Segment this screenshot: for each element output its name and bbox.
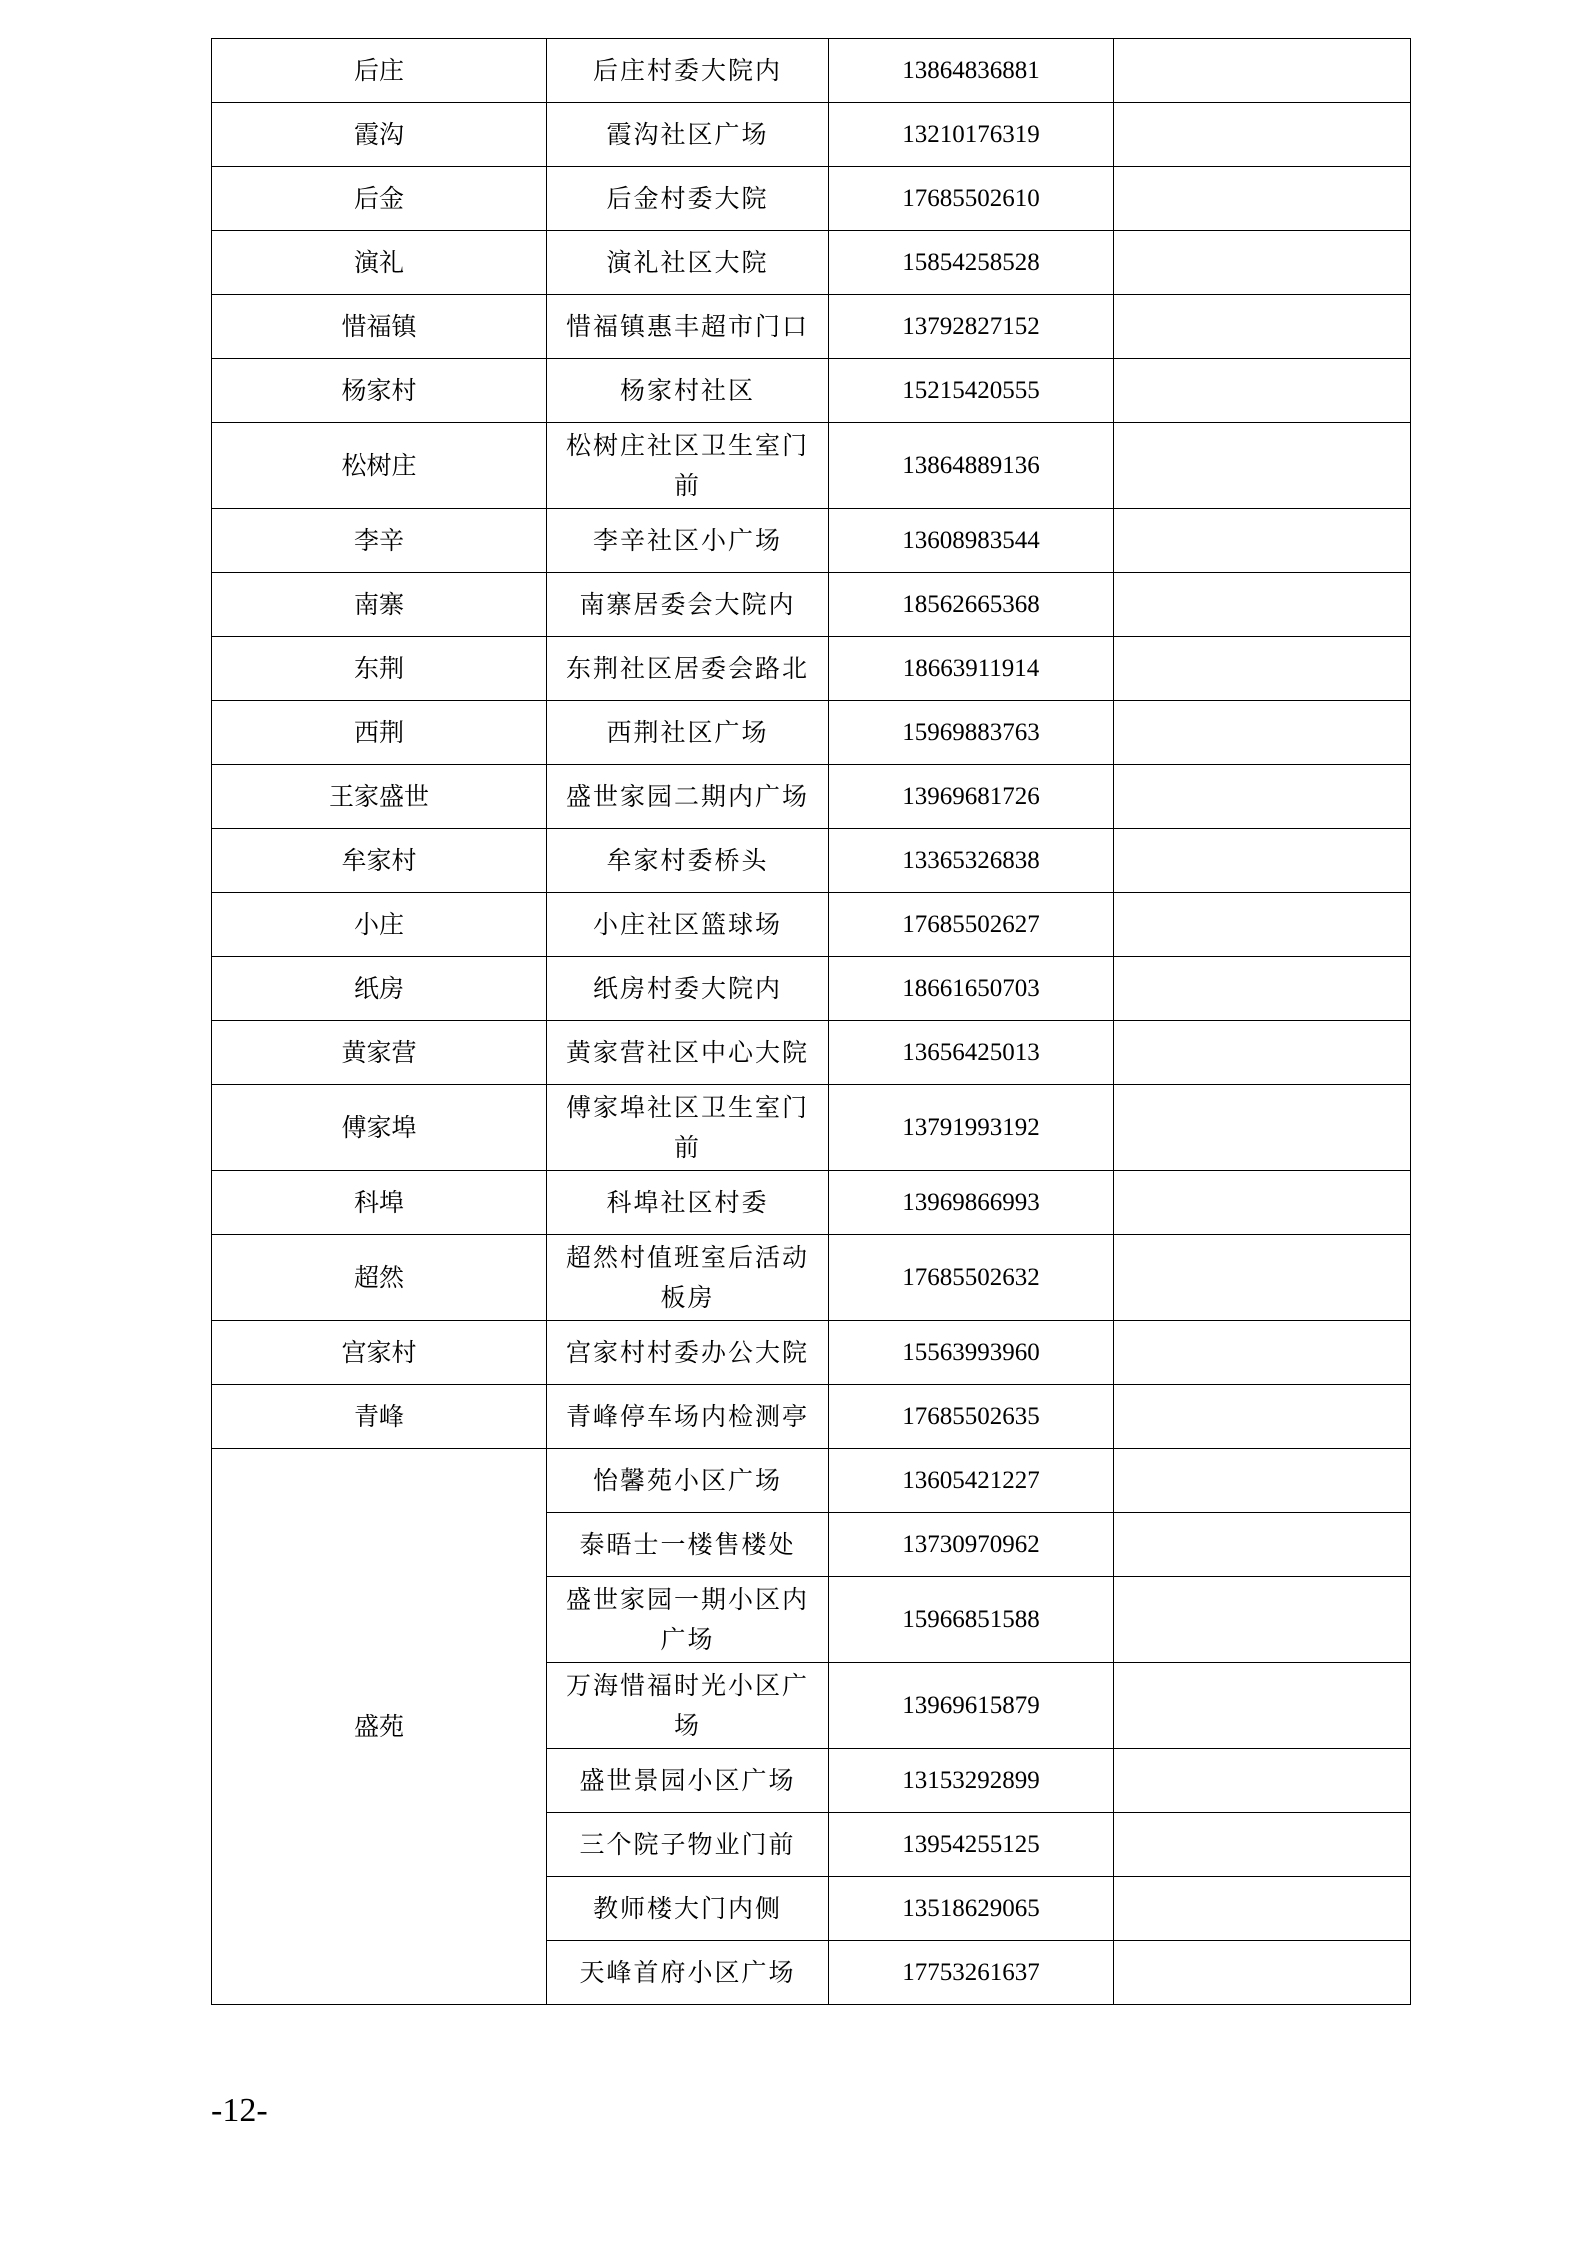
phone-cell: 15563993960 bbox=[829, 1321, 1114, 1385]
location-cell: 青峰停车场内检测亭 bbox=[547, 1385, 829, 1449]
phone-cell: 13365326838 bbox=[829, 829, 1114, 893]
table-row bbox=[212, 509, 1411, 573]
note-cell bbox=[1114, 509, 1411, 573]
phone-cell: 17685502635 bbox=[829, 1385, 1114, 1449]
table-row bbox=[212, 231, 1411, 295]
table-row bbox=[212, 637, 1411, 701]
area-cell: 王家盛世 bbox=[212, 765, 547, 829]
phone-cell: 13210176319 bbox=[829, 103, 1114, 167]
note-cell bbox=[1114, 957, 1411, 1021]
area-cell: 黄家营 bbox=[212, 1021, 547, 1085]
area-cell: 傅家埠 bbox=[212, 1085, 547, 1171]
table-row bbox=[212, 701, 1411, 765]
area-cell: 霞沟 bbox=[212, 103, 547, 167]
note-cell bbox=[1114, 359, 1411, 423]
note-cell bbox=[1114, 1449, 1411, 1513]
note-cell bbox=[1114, 1877, 1411, 1941]
phone-cell: 13730970962 bbox=[829, 1513, 1114, 1577]
area-cell: 牟家村 bbox=[212, 829, 547, 893]
phone-cell: 15854258528 bbox=[829, 231, 1114, 295]
phone-cell: 13656425013 bbox=[829, 1021, 1114, 1085]
note-cell bbox=[1114, 765, 1411, 829]
table-row bbox=[212, 1385, 1411, 1449]
location-cell: 超然村值班室后活动板房 bbox=[547, 1235, 829, 1321]
area-cell: 南寨 bbox=[212, 573, 547, 637]
note-cell bbox=[1114, 1813, 1411, 1877]
location-cell: 盛世家园一期小区内广场 bbox=[547, 1577, 829, 1663]
location-cell: 科埠社区村委 bbox=[547, 1171, 829, 1235]
phone-cell: 13518629065 bbox=[829, 1877, 1114, 1941]
area-cell: 宫家村 bbox=[212, 1321, 547, 1385]
phone-cell: 13969681726 bbox=[829, 765, 1114, 829]
location-cell: 小庄社区篮球场 bbox=[547, 893, 829, 957]
location-cell: 后庄村委大院内 bbox=[547, 39, 829, 103]
area-cell: 西荆 bbox=[212, 701, 547, 765]
note-cell bbox=[1114, 701, 1411, 765]
area-cell: 青峰 bbox=[212, 1385, 547, 1449]
area-cell: 东荆 bbox=[212, 637, 547, 701]
phone-cell: 13792827152 bbox=[829, 295, 1114, 359]
note-cell bbox=[1114, 1085, 1411, 1171]
table-row bbox=[212, 957, 1411, 1021]
table-row bbox=[212, 573, 1411, 637]
phone-cell: 13153292899 bbox=[829, 1749, 1114, 1813]
phone-cell: 18661650703 bbox=[829, 957, 1114, 1021]
phone-cell: 17685502610 bbox=[829, 167, 1114, 231]
table-row bbox=[212, 423, 1411, 509]
note-cell bbox=[1114, 829, 1411, 893]
area-cell: 杨家村 bbox=[212, 359, 547, 423]
note-cell bbox=[1114, 295, 1411, 359]
location-cell: 教师楼大门内侧 bbox=[547, 1877, 829, 1941]
table-body bbox=[212, 39, 1411, 2005]
note-cell bbox=[1114, 167, 1411, 231]
phone-cell: 13969615879 bbox=[829, 1663, 1114, 1749]
table-row bbox=[212, 765, 1411, 829]
phone-cell: 17685502632 bbox=[829, 1235, 1114, 1321]
phone-cell: 15215420555 bbox=[829, 359, 1114, 423]
location-cell: 盛世家园二期内广场 bbox=[547, 765, 829, 829]
note-cell bbox=[1114, 573, 1411, 637]
table-row bbox=[212, 295, 1411, 359]
location-cell: 松树庄社区卫生室门前 bbox=[547, 423, 829, 509]
phone-cell: 13791993192 bbox=[829, 1085, 1114, 1171]
note-cell bbox=[1114, 1577, 1411, 1663]
phone-cell: 13864889136 bbox=[829, 423, 1114, 509]
area-cell: 超然 bbox=[212, 1235, 547, 1321]
area-cell: 惜福镇 bbox=[212, 295, 547, 359]
location-cell: 万海惜福时光小区广场 bbox=[547, 1663, 829, 1749]
area-cell: 李辛 bbox=[212, 509, 547, 573]
location-cell: 演礼社区大院 bbox=[547, 231, 829, 295]
location-cell: 霞沟社区广场 bbox=[547, 103, 829, 167]
note-cell bbox=[1114, 39, 1411, 103]
phone-cell: 15969883763 bbox=[829, 701, 1114, 765]
note-cell bbox=[1114, 231, 1411, 295]
note-cell bbox=[1114, 1941, 1411, 2005]
note-cell bbox=[1114, 637, 1411, 701]
phone-cell: 17685502627 bbox=[829, 893, 1114, 957]
table-row bbox=[212, 39, 1411, 103]
area-cell: 松树庄 bbox=[212, 423, 547, 509]
phone-cell: 13608983544 bbox=[829, 509, 1114, 573]
phone-cell: 13969866993 bbox=[829, 1171, 1114, 1235]
area-cell: 科埠 bbox=[212, 1171, 547, 1235]
phone-cell: 15966851588 bbox=[829, 1577, 1114, 1663]
note-cell bbox=[1114, 1385, 1411, 1449]
location-cell: 天峰首府小区广场 bbox=[547, 1941, 829, 2005]
location-cell: 牟家村委桥头 bbox=[547, 829, 829, 893]
location-cell: 李辛社区小广场 bbox=[547, 509, 829, 573]
location-cell: 宫家村村委办公大院 bbox=[547, 1321, 829, 1385]
note-cell bbox=[1114, 1321, 1411, 1385]
table-row bbox=[212, 1321, 1411, 1385]
location-cell: 东荆社区居委会路北 bbox=[547, 637, 829, 701]
note-cell bbox=[1114, 1171, 1411, 1235]
location-cell: 黄家营社区中心大院 bbox=[547, 1021, 829, 1085]
location-cell: 惜福镇惠丰超市门口 bbox=[547, 295, 829, 359]
table-row bbox=[212, 167, 1411, 231]
phone-cell: 13605421227 bbox=[829, 1449, 1114, 1513]
location-cell: 南寨居委会大院内 bbox=[547, 573, 829, 637]
group-row bbox=[212, 1449, 1411, 1513]
phone-cell: 13954255125 bbox=[829, 1813, 1114, 1877]
page-number: -12- bbox=[211, 2092, 268, 2129]
table-row bbox=[212, 1085, 1411, 1171]
note-cell bbox=[1114, 1235, 1411, 1321]
phone-cell: 18663911914 bbox=[829, 637, 1114, 701]
group-area-cell: 盛苑 bbox=[212, 1449, 547, 2005]
table-row bbox=[212, 893, 1411, 957]
phone-cell: 13864836881 bbox=[829, 39, 1114, 103]
phone-cell: 18562665368 bbox=[829, 573, 1114, 637]
table-row bbox=[212, 359, 1411, 423]
table-row bbox=[212, 829, 1411, 893]
location-cell: 傅家埠社区卫生室门前 bbox=[547, 1085, 829, 1171]
note-cell bbox=[1114, 1021, 1411, 1085]
area-cell: 演礼 bbox=[212, 231, 547, 295]
area-cell: 后金 bbox=[212, 167, 547, 231]
note-cell bbox=[1114, 893, 1411, 957]
area-cell: 小庄 bbox=[212, 893, 547, 957]
location-cell: 杨家村社区 bbox=[547, 359, 829, 423]
table-row bbox=[212, 1171, 1411, 1235]
note-cell bbox=[1114, 1513, 1411, 1577]
phone-cell: 17753261637 bbox=[829, 1941, 1114, 2005]
location-cell: 泰晤士一楼售楼处 bbox=[547, 1513, 829, 1577]
location-cell: 西荆社区广场 bbox=[547, 701, 829, 765]
testing-sites-table bbox=[211, 38, 1411, 2005]
location-cell: 后金村委大院 bbox=[547, 167, 829, 231]
location-cell: 盛世景园小区广场 bbox=[547, 1749, 829, 1813]
table-row bbox=[212, 103, 1411, 167]
note-cell bbox=[1114, 1663, 1411, 1749]
area-cell: 后庄 bbox=[212, 39, 547, 103]
table-row bbox=[212, 1021, 1411, 1085]
table-row bbox=[212, 1235, 1411, 1321]
location-cell: 纸房村委大院内 bbox=[547, 957, 829, 1021]
note-cell bbox=[1114, 103, 1411, 167]
location-cell: 三个院子物业门前 bbox=[547, 1813, 829, 1877]
note-cell bbox=[1114, 423, 1411, 509]
area-cell: 纸房 bbox=[212, 957, 547, 1021]
note-cell bbox=[1114, 1749, 1411, 1813]
location-cell: 怡馨苑小区广场 bbox=[547, 1449, 829, 1513]
